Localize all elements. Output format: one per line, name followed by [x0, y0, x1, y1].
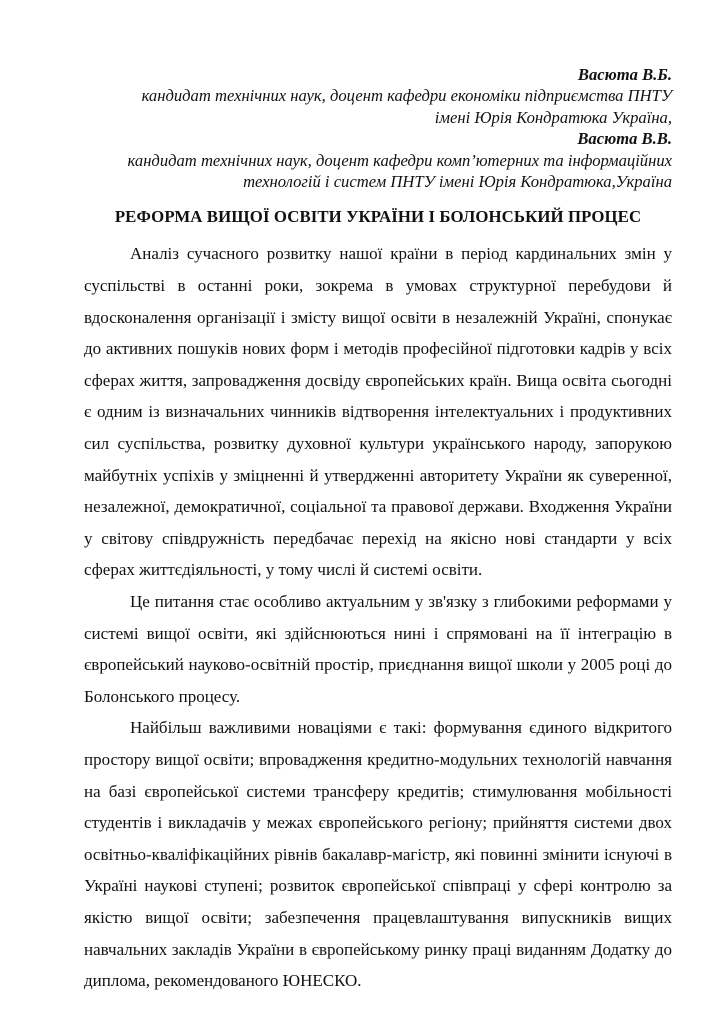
author-block	[84, 64, 672, 192]
body-paragraph: Аналіз сучасного розвитку нашої країни в період кардинальних змін у суспільстві в останні роки, зокрема в умовах структурної перебудови й вдосконалення організації і змісту вищої освіти в незалежній Україні, спонукає до активних пошуків нових форм і методів професійної підготовки кадрів у всіх сферах життя, запровадження досвіду європейських країн. Вища освіта сьогодні є одним із визначальних чинників відтворення інтелектуальних і продуктивних сил суспільства, розвитку духовної культури українського народу, запорукою майбутніх успіхів у зміцненні й утвердженні авторитету України як суверенної, незалежної, демократичної, соціальної та правової держави. Входження України у світову співдружність передбачає перехід на якісно нові стандарти у всіх сферах життєдіяльності, у тому числі й системі освіти.	[84, 244, 672, 580]
body-paragraph: Це питання стає особливо актуальним у зв'язку з глибокими реформами у системі вищої освіти, які здійснюються нині і спрямовані на її інтеграцію в європейський науково-освітній простір, приєднання вищої школи у 2005 році до Болонського процесу.	[84, 591, 672, 706]
article-title: РЕФОРМА ВИЩОЇ ОСВІТИ УКРАЇНИ І БОЛОНСЬКИЙ ПРОЦЕС	[114, 207, 642, 227]
article-body	[84, 238, 672, 996]
author-name: Васюта В.В.	[577, 129, 672, 149]
author-name: Васюта В.Б.	[577, 65, 672, 84]
document-page	[84, 64, 672, 997]
author-affiliation-line: кандидат технічних наук, доцент кафедри економіки підприємства ПНТУ	[141, 86, 672, 106]
author-affiliation-line: імені Юрія Кондратюка Україна,	[434, 107, 672, 127]
author-affiliation-line: кандидат технічних наук, доцент кафедри комп’ютерних та інформаційних	[127, 150, 672, 170]
author-affiliation-line: технологій і систем ПНТУ імені Юрія Кондратюка,Україна	[243, 172, 672, 192]
body-paragraph: Найбільш важливими новаціями є такі: формування єдиного відкритого простору вищої освіти; впровадження кредитно-модульних технологій навчання на базі європейської системи трансферу кредитів; стимулювання мобільності студентів і викладачів у межах європейського регіону; прийняття системи двох освітньо-кваліфікаційних рівнів бакалавр-магістр, які повинні змінити існуючі в Україні наукові ступені; розвиток європейської співпраці у сфері контролю за якістю вищої освіти; забезпечення працевлаштування випускників вищих навчальних закладів України в європейському ринку праці виданням Додатку до диплома, рекомендованого ЮНЕСКО.	[84, 718, 672, 991]
